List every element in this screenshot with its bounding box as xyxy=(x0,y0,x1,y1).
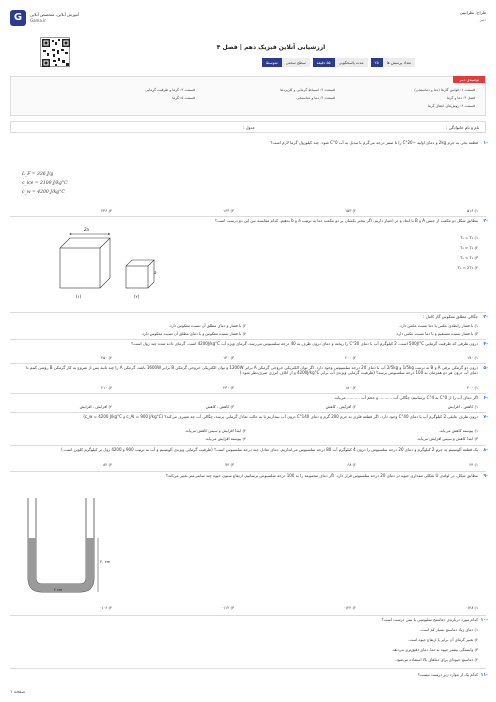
option-2[interactable]: ۲) افزایش - کاهش xyxy=(325,404,356,409)
note-item: قسمت ۲: انبساط گرمایی و کاربرد‌ها xyxy=(280,88,335,92)
divider xyxy=(10,339,486,340)
note-item: قسمت ۶: روش‌های انتقال گرما xyxy=(427,104,475,108)
divider xyxy=(10,445,486,446)
option-3[interactable]: ۳) T₁ < T₂ xyxy=(459,255,478,260)
stat-questions: تعداد پرسش ها ۲۵ xyxy=(371,58,415,67)
option-1[interactable]: ۱) پیوسته کاهش می‌یابد. xyxy=(438,428,478,433)
brand-site: Gama.ir xyxy=(30,18,46,23)
question-text: درون دو گرمکن برقی A و B به ترتیب 1/5kg و 2/5kg آب با دمای 20 درجه سلسیوس وجود دارد. اگر توان الکتریکی خروجی گرمکن A برابر 1200W و توان الکتریکی خروجی گرمکن B برابر 1600W باشد، گرمکن A را چند ثانیه پس از شروع به کار گرمکن B روشن کنیم تا دمای آب درون هر دو همزمان به 100 درجه سلسیوس برسد؟ (ظرفیت گرمایی ویژه‌ی آب برابر 4200J/kg°C و از اتلاف انرژی صرف‌نظر شود.) xyxy=(26,365,478,376)
option-1[interactable]: ۱) T₁ = T₂ xyxy=(459,235,478,240)
question-text: کدام یک از موارد زیر درست نیست؟ xyxy=(417,672,478,677)
question-number: ۸- xyxy=(483,448,488,453)
question-number: ۱۰- xyxy=(480,618,488,623)
option-3[interactable]: ۳) ۱۶۳ xyxy=(223,208,234,213)
u-tube-figure xyxy=(18,496,111,596)
stat-difficulty: سطح سختی متوسط xyxy=(262,58,310,67)
grade-label: جدول : xyxy=(242,125,255,130)
formula-latent-heat: L_F = 336 J/g xyxy=(22,172,54,177)
option-4[interactable]: ۴) ۸۲ xyxy=(103,462,112,467)
option-3[interactable]: ۳) ۰/۱۲ xyxy=(221,605,234,610)
divider xyxy=(10,312,486,313)
option-3[interactable]: ۳) با فشار نسبت مستقیم و با دما نسبت عکس دارد. xyxy=(395,331,478,336)
fig-label-2a: 2a xyxy=(84,227,89,232)
option-2[interactable]: ۲) ۶۸ xyxy=(347,462,356,467)
question-number: ۳- xyxy=(483,315,488,320)
option-3[interactable]: ۳) وابستگی بیشتر جیوه به دما، دمای دقیق‌تری می‌دهد. xyxy=(391,647,478,652)
stat-duration: مدت پاسخگویی ۵۵ دقیقه xyxy=(313,58,368,67)
divider xyxy=(10,393,486,394)
brand-block xyxy=(10,8,130,30)
option-1[interactable]: ۱) دمای زیاد دماسنج بسیار کم است. xyxy=(419,627,478,632)
question-text: کدام مورد درباره‌ی دماسنج سلیوسی یا نیتی درست است؟ xyxy=(381,617,478,622)
qr-code xyxy=(40,37,70,67)
option-2[interactable]: ۲) ۱۵۳ xyxy=(345,208,356,213)
divider xyxy=(10,216,486,217)
option-1[interactable]: ۱) کاهش - افزایش xyxy=(447,404,478,409)
question-text: درون ظرف عایقی 2 کیلوگرم آب با دمای 40°C وجود دارد. اگر قطعه فلزی به جرم 200 گرم و دمای 140°C درون آب بیندازیم تا به حالت تعادل گرمایی برسد، چگالی آب چه تغییری می‌کند؟ (c_Al = 900 J/kg°C و c_w = 4200 J/kg°C) xyxy=(83,414,478,419)
option-4[interactable]: ۴) افزایش - افزایش xyxy=(79,404,112,409)
note-item: قسمت ۳: گرما و ظرفیت گرمایی xyxy=(145,88,195,92)
formula-c-ice: c_ice = 2100 J/kg°C xyxy=(22,181,68,186)
fig-caption-2: (۲) xyxy=(134,294,140,299)
question-number: ۹- xyxy=(483,474,488,479)
option-4[interactable]: ۴) ۲۴۶ xyxy=(101,208,112,213)
divider xyxy=(10,363,486,364)
option-2[interactable]: ۲) با فشار و دمای مطلق آن نسبت معکوس دارد. xyxy=(168,323,246,328)
question-text: چگالی مطلق معکوس گاز کامل : xyxy=(423,314,478,319)
note-item: قسمت ۵: گرما xyxy=(172,96,195,100)
question-number: ۱- xyxy=(483,141,488,146)
option-4[interactable]: ۴) دماسنج جیوه‌ای برای دماهای بالا استفاده می‌شود. xyxy=(394,657,478,662)
option-4[interactable]: ۴) پیوسته افزایش می‌یابد. xyxy=(204,436,246,441)
stats-bar xyxy=(195,58,415,68)
option-2[interactable]: ۲) T₁ > T₂ xyxy=(459,245,478,250)
formula-c-water: c_w = 4200 J/kg°C xyxy=(22,190,65,195)
option-2[interactable]: ۲) ابتدا افزایش و سپس کاهش می‌یابد. xyxy=(184,428,246,433)
question-text: قطعه یخی به جرم 2kg و دمای اولیه −20°C را تا صفر درجه می‌گرم تا تبدیل به آب 0°C شود. چند کیلوژول گرما لازم است؟ xyxy=(270,140,478,145)
question-text: اگر دمای آب را از 0°C به 4°C برسانیم، چگالی آب .......... و حجم آب .......... می‌یابد. xyxy=(333,395,478,400)
question-number: ۶- xyxy=(483,396,488,401)
fig-caption-1: (۱) xyxy=(76,294,82,299)
page-number: صفحه ۱ xyxy=(10,690,26,695)
option-1[interactable]: ۱) ۱۷۰ xyxy=(467,355,478,360)
divider xyxy=(10,615,486,616)
fig-label-width: ۴ cm xyxy=(54,588,63,592)
fig-label-a: a xyxy=(154,270,157,275)
option-1[interactable]: ۱) با فشار رابطه‌ی عکس با دما نسبت عکس دارد. xyxy=(398,323,478,328)
option-3[interactable]: ۳) ۱۳۰ xyxy=(223,355,234,360)
option-4[interactable]: ۴) با فشار نسبت معکوس و با دمای مطلق آن نسبت معکوس دارد. xyxy=(141,331,246,336)
notes-badge: توصیه‌ی دبیر xyxy=(453,76,485,83)
option-2[interactable]: ۲) ۲۰۰ xyxy=(345,355,356,360)
note-item: فصل ۴: دما و گرما xyxy=(446,96,475,100)
note-item: قسمت ۱: قوانین گازها (دما و دماسنجی) xyxy=(414,88,475,92)
question-text: مطابق شکل، در لوله‌ی U شکلی مقداری جیوه در دمای 20 درجه سلسیوس قرار دارد. اگر دمای مجموعه را به 100 درجه سلسیوس برسانیم، ارتفاع ستون جیوه چند سانتی‌متر تغییر می‌کند؟ xyxy=(165,473,478,478)
notes-box xyxy=(10,76,486,116)
question-number: ۵- xyxy=(483,366,488,371)
question-number: ۴- xyxy=(483,342,488,347)
student-info-row xyxy=(10,121,486,133)
gama-logo-icon: G xyxy=(10,10,26,26)
question-text: یک قطعه آلومینیم به جرم 2 کیلوگرم و دمای 20 درجه سلسیوس را درون 4 کیلوگرم آب 80 درجه سلسیوس می‌اندازیم. دمای تعادل چند درجه سلسیوس است؟ (ظرفیت گرمایی ویژه‌ی آلومینیم و آب به ترتیب 900 و 4200 ژول بر کیلوگرم کلوین است.) xyxy=(61,447,478,452)
name-label: نام و نام خانوادگی : xyxy=(446,125,479,130)
option-3[interactable]: ۳) ابتدا کاهش و سپس افزایش می‌یابد. xyxy=(416,436,478,441)
option-3[interactable]: ۳) ۲۳۰ xyxy=(223,385,234,390)
fig-label-height: ۳۰ cm xyxy=(100,560,111,564)
designer-block xyxy=(406,10,486,30)
formula-box xyxy=(22,170,82,206)
divider xyxy=(10,412,486,413)
exam-title: ارزشیابی آنلاین فیزیک دهم | فصل ۴ xyxy=(216,44,326,51)
option-3[interactable]: ۳) کاهش - کاهش xyxy=(205,404,234,409)
question-text: درون ظرفی که ظرفیت گرمایی 500J/°C است، 2 کیلوگرم آب با دمای 20°C را ریخته و دمای درون ظرف به 40 درجه سلسیوس می‌رسد. گرمای ویژه آب 4200J/kg°C است. گرمای داده شده چند ژول است؟ xyxy=(131,341,478,346)
question-number: ۱۱- xyxy=(480,673,488,678)
option-2[interactable]: ۲) تغییر گرمای آن برابر با ارتفاع جیوه است. xyxy=(408,637,478,642)
designer-name: طراح: نظرانپیی xyxy=(459,10,486,15)
option-4[interactable]: ۴) ۲۵۰ xyxy=(101,355,112,360)
divider xyxy=(10,668,486,669)
divider xyxy=(10,471,486,472)
question-number: ۷- xyxy=(483,415,488,420)
brand-title: آموزش آنلاین، متخصص آنلاین xyxy=(30,12,80,17)
option-2[interactable]: ۲) ۱۸۰ xyxy=(345,385,356,390)
option-3[interactable]: ۳) ۷۴ xyxy=(225,462,234,467)
option-1[interactable]: ۱) ۲۰۰ xyxy=(467,385,478,390)
question-text: مطابق شکل دو مکعب از جنس A و B با ابعاد و در اختیار داریم. اگر تبخیر یکسان بر دو مکعب دما به ترتیب a و b بدهیم، کدام مقایسه بین این دو درست است؟ xyxy=(214,218,478,223)
option-4[interactable]: ۴) ۲۱۰ xyxy=(101,385,112,390)
option-1[interactable]: ۱) ۰/۴۸ xyxy=(465,605,478,610)
designer-role: دبیر xyxy=(479,17,486,22)
option-4[interactable]: ۴) ۰/۰۶ xyxy=(99,605,112,610)
option-1[interactable]: ۱) ۶۴ xyxy=(469,462,478,467)
question-number: ۲- xyxy=(483,219,488,224)
cubes-figure xyxy=(56,227,166,305)
option-2[interactable]: ۲) ۰/۲۴ xyxy=(343,605,356,610)
option-4[interactable]: ۴) T₁ = 2T₂ xyxy=(457,265,478,270)
option-1[interactable]: ۱) ۵۱۶ xyxy=(467,208,478,213)
note-item: قسمت ۴: دما و دماسنجی xyxy=(296,96,335,100)
